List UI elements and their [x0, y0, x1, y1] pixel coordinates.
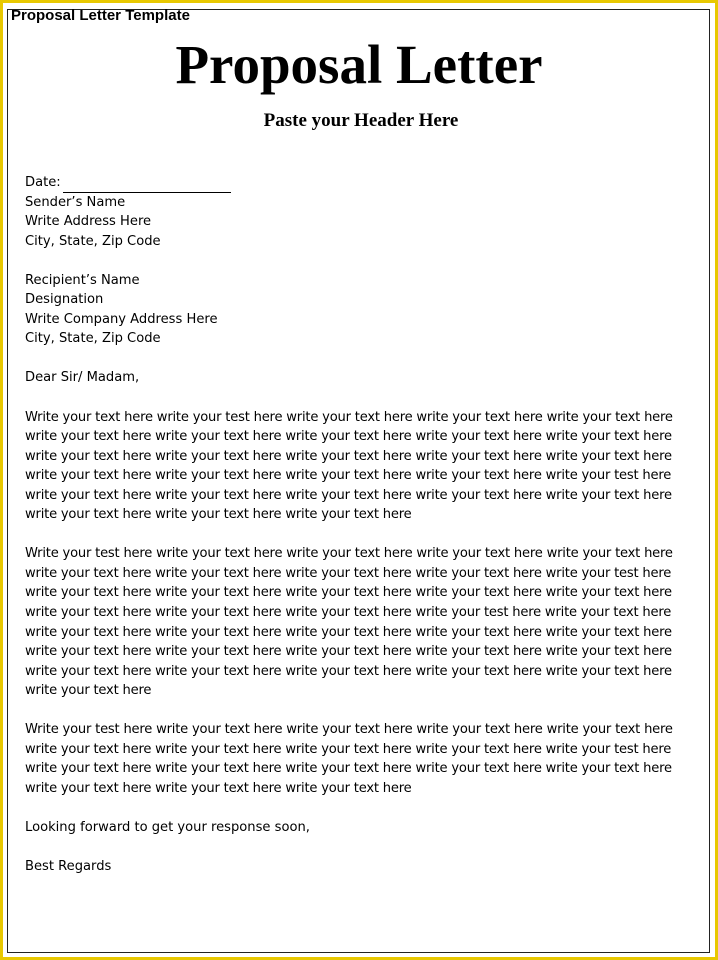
paragraph-line: write your text here write your text here write your text here write your text here write your text here: [25, 624, 672, 640]
paragraph-line: write your text here write your text here write your text here write your text here write your test here: [25, 565, 672, 581]
letter-title: Proposal Letter: [175, 34, 543, 95]
paragraph-line: Write your text here write your test here write your text here write your text here write your text here: [25, 409, 673, 425]
paragraph-line: write your text here write your text here write your text here write your text here write your text here: [25, 585, 672, 601]
date-label: Date:: [25, 175, 61, 190]
closing-line: Looking forward to get your response soon,: [25, 820, 310, 836]
paragraph-line: write your text here write your text here write your text here write your text here write your test here: [25, 741, 672, 757]
sender-address: Write Address Here: [25, 214, 152, 230]
paragraph-line: write your text here write your text here write your text here write your text here write your text here: [25, 644, 672, 660]
salutation: Dear Sir/ Madam,: [25, 370, 140, 386]
recipient-company-address: Write Company Address Here: [25, 311, 218, 327]
paragraph-line: write your text here write your text here write your text here write your text here write your text here: [25, 761, 672, 777]
paragraph-line: write your text here write your text here write your text here write your test here write your text here: [25, 605, 672, 621]
paragraph-line: write your text here write your text here write your text here write your text here write your text here: [25, 448, 672, 464]
paragraph-line: write your text here write your text here write your text here write your text here write your text here: [25, 663, 672, 679]
date-line: [25, 173, 715, 193]
paragraph-line: write your text here write your text here write your text here write your text here write your test here: [25, 468, 672, 484]
letter-body: [25, 173, 715, 877]
paragraph-line: Write your test here write your text here write your text here write your text here write your text here: [25, 722, 673, 738]
date-blank: [63, 178, 231, 193]
recipient-city-state-zip: City, State, Zip Code: [25, 331, 161, 347]
template-label: Proposal Letter Template: [11, 7, 190, 24]
paragraph-line: write your text here write your text here write your text here: [25, 507, 412, 523]
paragraph-line: write your text here write your text here write your text here write your text here write your text here: [25, 429, 672, 445]
paragraph-3: [25, 720, 715, 798]
header-placeholder: Paste your Header Here: [263, 110, 459, 131]
recipient-designation: Designation: [25, 292, 104, 308]
paragraph-line: Write your test here write your text here write your text here write your text here write your text here: [25, 546, 673, 562]
paragraph-1: [25, 408, 715, 525]
paragraph-line: write your text here: [25, 683, 152, 699]
paragraph-2: [25, 544, 715, 700]
sender-city-state-zip: City, State, Zip Code: [25, 233, 161, 249]
paragraph-line: write your text here write your text here write your text here write your text here write your text here: [25, 487, 672, 503]
recipient-name: Recipient’s Name: [25, 272, 140, 288]
paragraph-line: write your text here write your text here write your text here: [25, 780, 412, 796]
sender-name: Sender’s Name: [25, 194, 126, 210]
sign-off: Best Regards: [25, 859, 112, 875]
